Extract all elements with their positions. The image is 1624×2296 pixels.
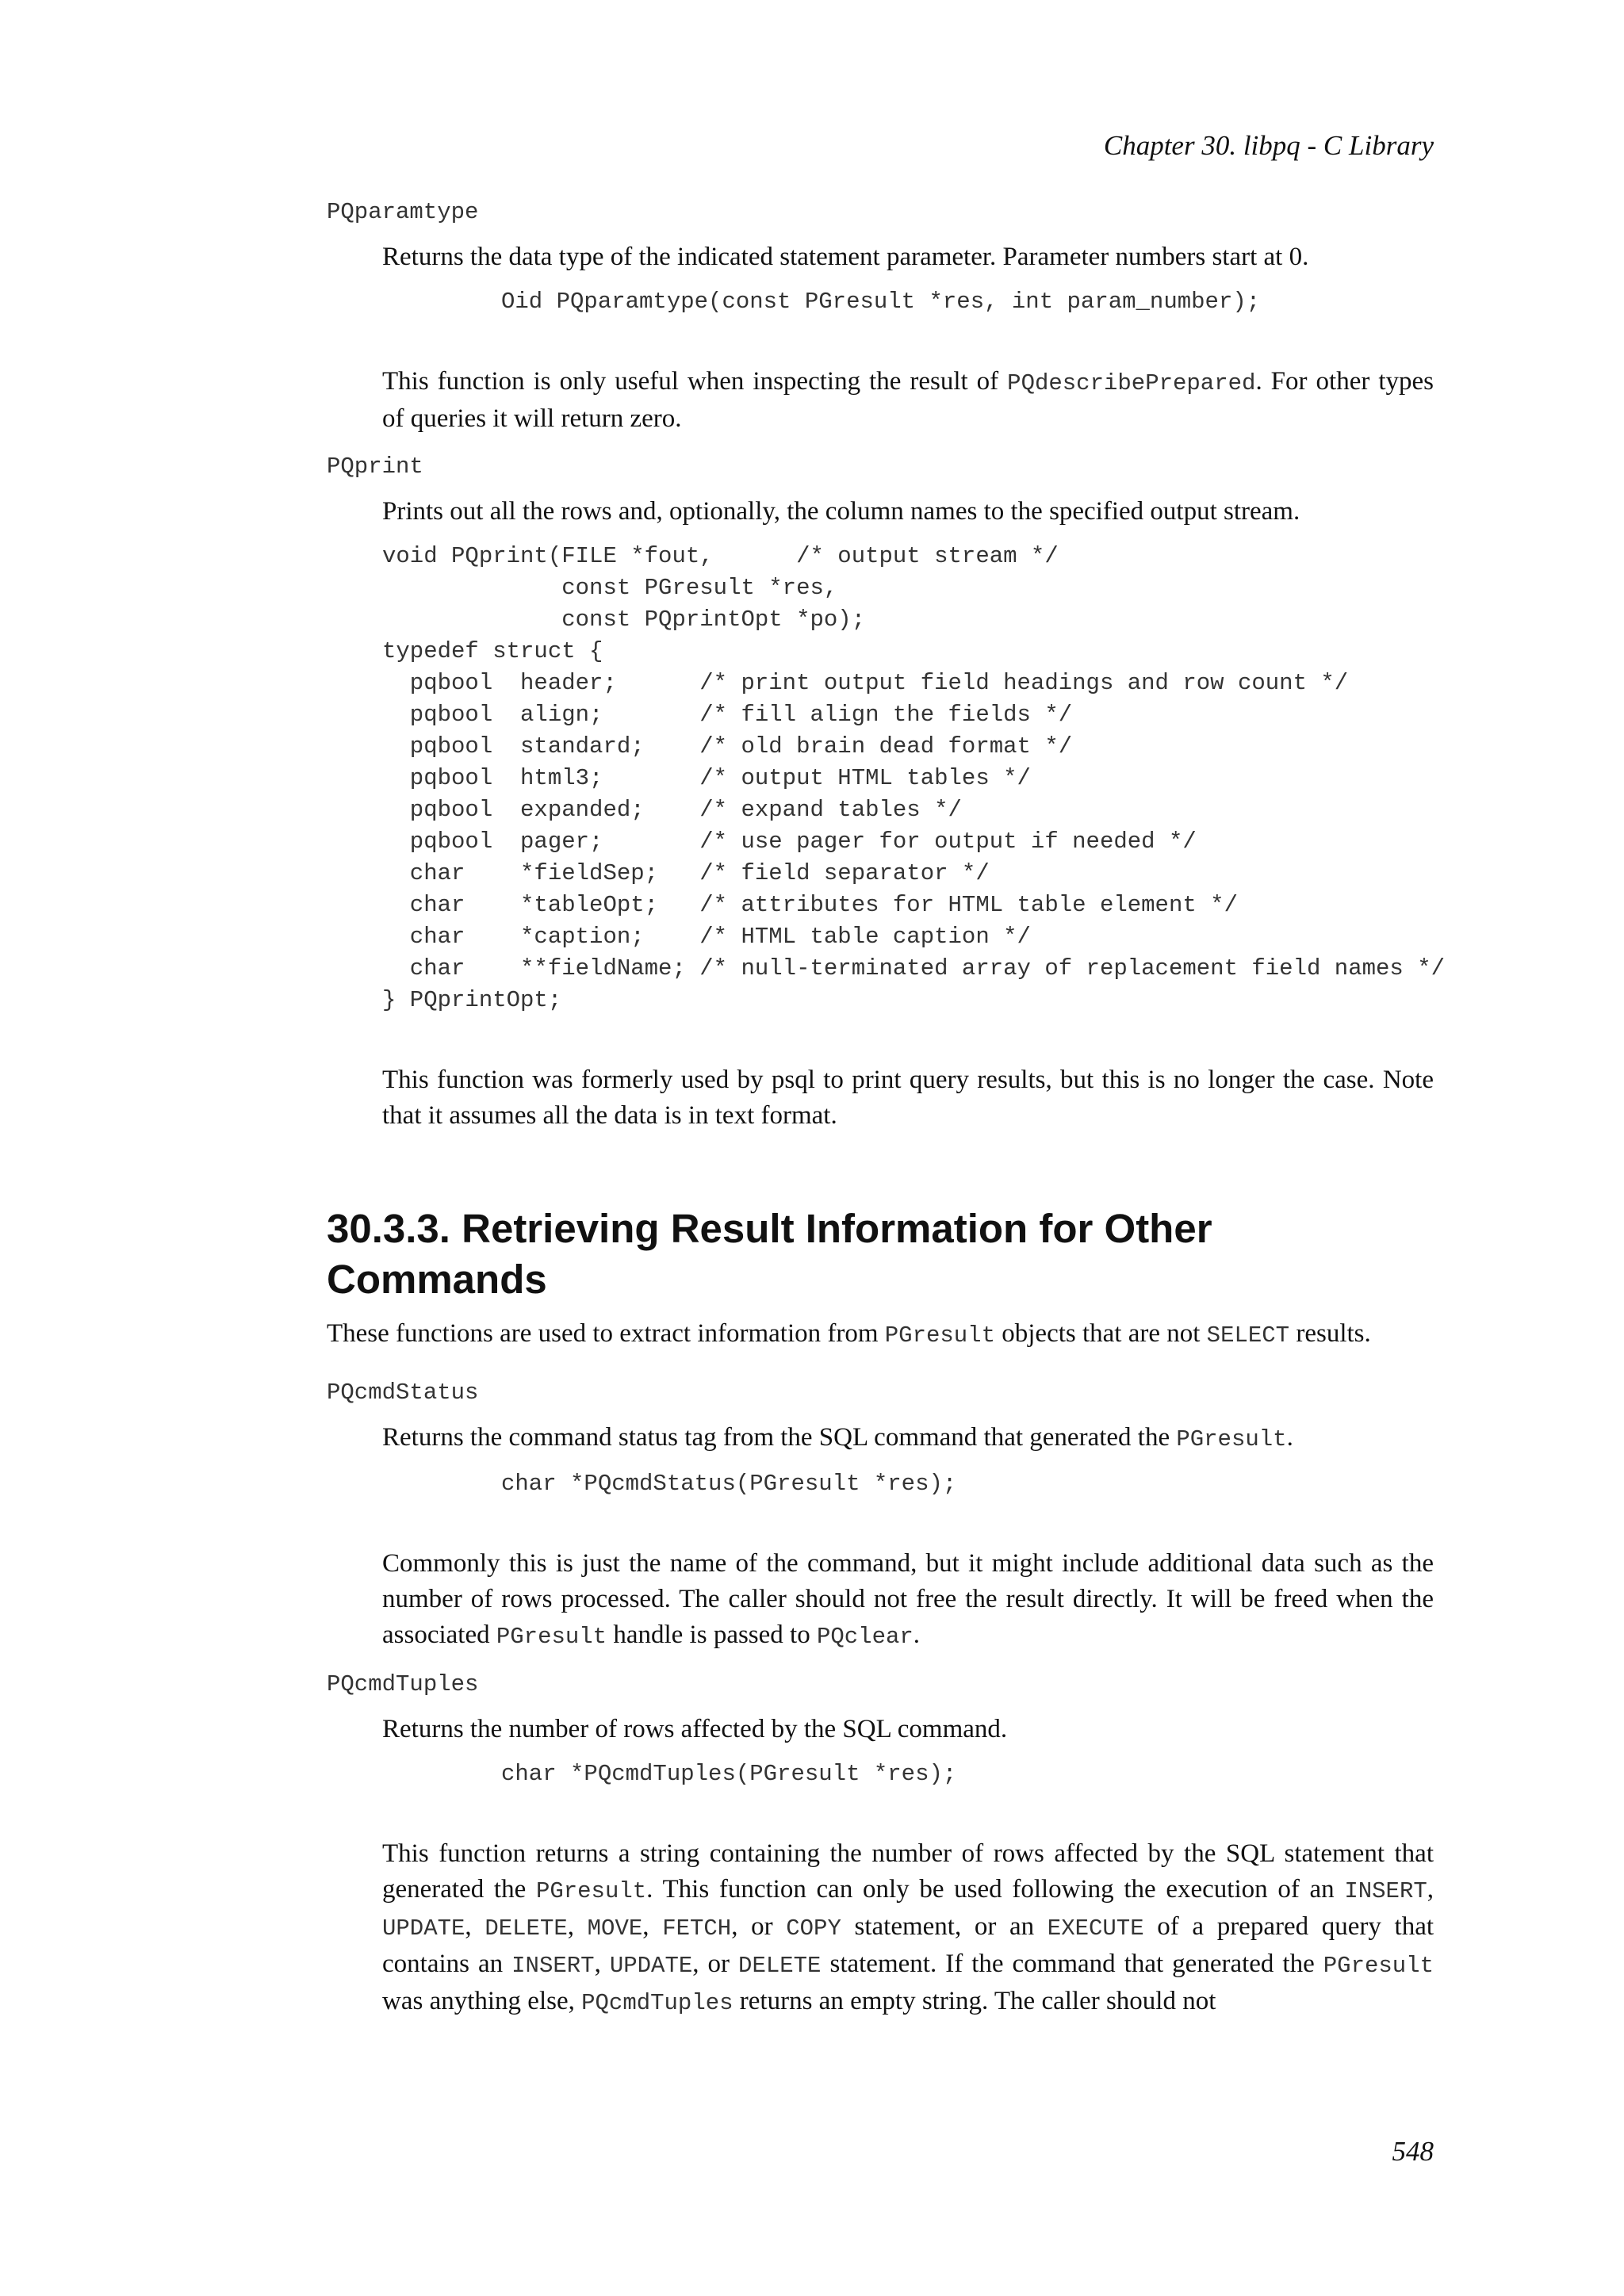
code-line: char **fieldName; /* null-terminated array of replacement field names */ bbox=[382, 955, 1446, 982]
code-line: char *caption; /* HTML table caption */ bbox=[382, 924, 1031, 950]
note-pqcmdstatus: Commonly this is just the name of the command, but it might include additional data such as the number of rows processed. The caller should not free the result directly. It will be freed when the associated PGresult handle is passed to PQclear. bbox=[382, 1549, 1434, 1650]
section-heading: 30.3.3. Retrieving Result Information for Other Commands bbox=[327, 1206, 1212, 1302]
term-pqprint: PQprint bbox=[327, 453, 423, 480]
code-pqprint bbox=[382, 541, 1446, 1016]
code-line: pqbool align; /* fill align the fields */ bbox=[382, 702, 1073, 728]
running-head: Chapter 30. libpq - C Library bbox=[1103, 130, 1434, 161]
code-line: pqbool html3; /* output HTML tables */ bbox=[382, 765, 1031, 791]
note-pqprint: This function was formerly used by psql to print query results, but this is no longer the case. Note that it assumes all the data is in text format. bbox=[382, 1066, 1434, 1130]
code-line: pqbool header; /* print output field headings and row count */ bbox=[382, 670, 1349, 696]
definition-pqparamtype bbox=[382, 239, 1434, 437]
code-line: const PGresult *res, bbox=[382, 575, 838, 601]
code-line: char *fieldSep; /* field separator */ bbox=[382, 860, 990, 886]
desc-pqparamtype: Returns the data type of the indicated statement parameter. Parameter numbers start at 0. bbox=[382, 243, 1309, 271]
note-pqparamtype: This function is only useful when inspecting the result of PQdescribePrepared. For other types of queries it will return zero. bbox=[382, 367, 1434, 433]
code-line: void PQprint(FILE *fout, /* output stream */ bbox=[382, 543, 1059, 569]
code-line: typedef struct { bbox=[382, 638, 603, 664]
term-pqparamtype: PQparamtype bbox=[327, 199, 479, 225]
code-line: pqbool expanded; /* expand tables */ bbox=[382, 797, 962, 823]
desc-pqcmdstatus: Returns the command status tag from the SQL command that generated the PGresult. bbox=[382, 1423, 1293, 1452]
code-line: pqbool pager; /* use pager for output if needed */ bbox=[382, 828, 1197, 855]
code-line: const PQprintOpt *po); bbox=[382, 607, 866, 633]
definition-pqprint bbox=[382, 494, 1446, 1134]
desc-pqprint: Prints out all the rows and, optionally, the column names to the specified output stream. bbox=[382, 497, 1300, 526]
page-content bbox=[327, 195, 1446, 2021]
code-pqparamtype: Oid PQparamtype(const PGresult *res, int param_number); bbox=[501, 289, 1261, 315]
desc-pqcmdtuples: Returns the number of rows affected by the SQL command. bbox=[382, 1715, 1008, 1743]
section-intro: These functions are used to extract information from PGresult objects that are not SELECT results. bbox=[327, 1319, 1371, 1349]
definition-pqcmdtuples bbox=[382, 1712, 1434, 2021]
term-pqcmdtuples: PQcmdTuples bbox=[327, 1671, 479, 1697]
code-pqcmdtuples: char *PQcmdTuples(PGresult *res); bbox=[501, 1761, 957, 1787]
note-pqcmdtuples: This function returns a string containing the number of rows affected by the SQL statement that generated the PGresult. This function can only be used following the execution of an INSERT, UPDATE, DELETE, MOVE, FETCH, or COPY statement, or an EXECUTE of a prepared query that contains an INSERT, UPDATE, or DELETE statement. If the command that generated the PGresult was anything else, PQcmdTuples returns an empty string. The caller should not bbox=[382, 1839, 1434, 2016]
code-line: } PQprintOpt; bbox=[382, 987, 562, 1013]
term-pqcmdstatus: PQcmdStatus bbox=[327, 1380, 479, 1406]
page-number: 548 bbox=[1392, 2136, 1434, 2167]
code-line: pqbool standard; /* old brain dead format */ bbox=[382, 733, 1073, 760]
code-line: char *tableOpt; /* attributes for HTML table element */ bbox=[382, 892, 1238, 918]
code-pqcmdstatus: char *PQcmdStatus(PGresult *res); bbox=[501, 1471, 957, 1497]
definition-pqcmdstatus bbox=[382, 1420, 1434, 1655]
